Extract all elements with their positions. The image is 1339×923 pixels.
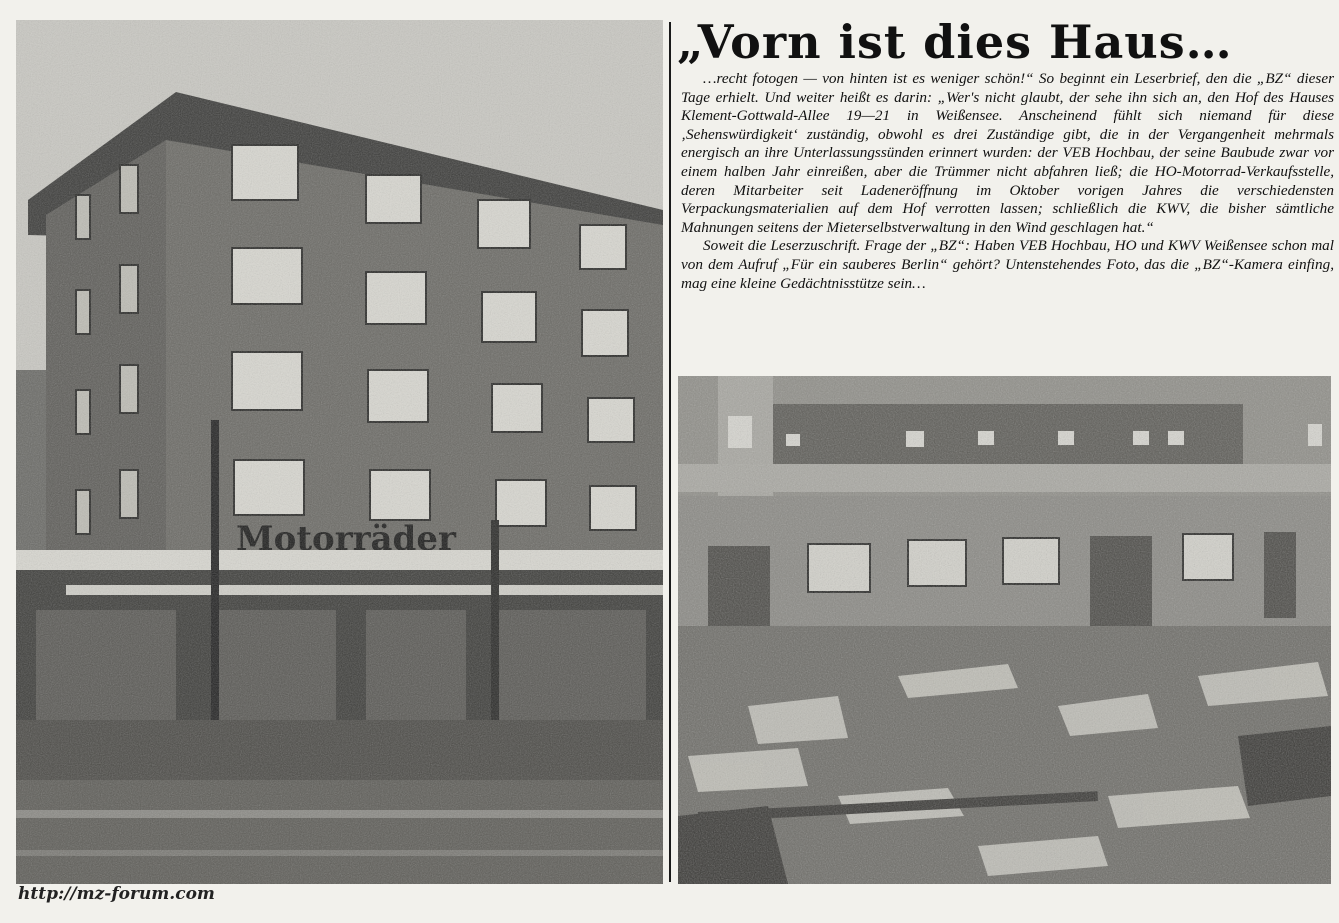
watermark-url: http://mz-forum.com — [18, 884, 215, 904]
backyard-rubble-illustration — [678, 376, 1331, 884]
article-paragraph: Soweit die Leserzuschrift. Frage der „BZ“: Haben VEB Hochbau, HO und KWV Weißensee schon mal von dem Aufruf „Für ein sauberes Berlin“ gehört? Untenstehendes Foto, das die „BZ“-Kamera einfing, mag eine kleine Gedächtnisstütze sein… — [681, 237, 1334, 292]
backyard-rubble-photo — [678, 376, 1331, 884]
article-body — [681, 70, 1334, 293]
building-front-photo — [16, 20, 663, 884]
building-front-illustration — [16, 20, 663, 884]
column-divider — [669, 22, 671, 882]
article-paragraph: …recht fotogen — von hinten ist es weniger schön!“ So beginnt ein Leserbrief, den die „BZ“ dieser Tage erhielt. Und weiter heißt es darin: „Wer's nicht glaubt, der sehe ihn sich an, den Hof des Hauses Klement-Gottwald-Allee 19—21 in Weißensee. Anscheinend fühlt sich niemand für diese ‚Sehenswürdigkeit‘ zuständig, obwohl es drei Zuständige gibt, die in der Vergangenheit mehrmals energisch an ihre Unterlassungssünden erinnert wurden: der VEB Hochbau, der seine Baubude zwar vor einem halben Jahr einreißen, aber die Trümmer nicht abfahren ließ; die HO-Motorrad-Verkaufsstelle, deren Mitarbeiter seit Ladeneröffnung im Oktober vorigen Jahres die verschiedensten Verpackungsmaterialien auf dem Hof verrotten lassen; schließlich die KWV, die bisher sämtliche Mahnungen seitens der Mieterselbstverwaltung in den Wind geschlagen hat.“ — [681, 70, 1334, 236]
headline: „Vorn ist dies Haus… — [677, 15, 1233, 69]
